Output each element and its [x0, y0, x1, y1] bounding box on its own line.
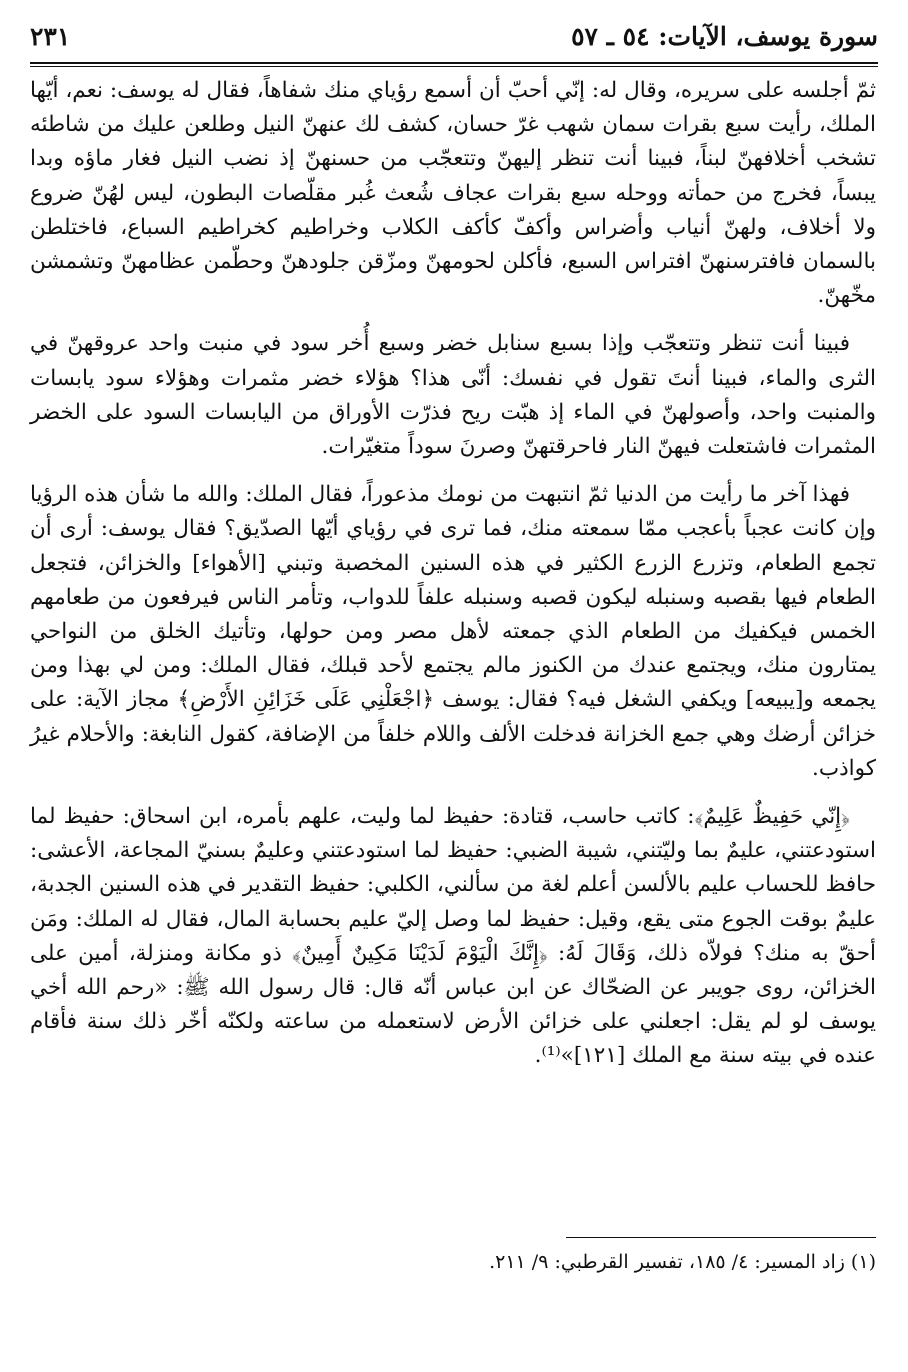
footnote: (١) زاد المسير: ٤/ ١٨٥، تفسير القرطبي: ٩/ ٢١١.	[489, 1251, 876, 1273]
paragraph: فهذا آخر ما رأيت من الدنيا ثمّ انتبهت من نومك مذعوراً، فقال الملك: والله ما شأن هذه الرؤيا وإن كانت عجباً بأعجب ممّا سمعته منك، فما ترى في رؤياي أيّها الصدّيق؟ فقال يوسف: أرى أن تجمع الطعام، وتزرع الزرع الكثير في هذه السنين المخصبة وتبني [الأهواء] والخزائن، فتجعل الطعام فيها بقصبه وسنبله ليكون قصبه وسنبله علفاً للدواب، وتأمر الناس فيرفعون من طعامهم الخمس فيكفيك من الطعام الذي جمعته لأهل مصر ومن حولها، وتأتيك الخلق من النواحي يمتارون منك، ويجتمع عندك من الكنوز مالم يجتمع لأحد قبلك، فقال الملك: ومن لي بهذا ومن يجمعه و[يبيعه] ويكفي الشغل فيه؟ فقال: يوسف ﴿اجْعَلْنِي عَلَى خَزَائِنِ الأَرْضِ﴾ مجاز الآية: على خزائن أرضك وهي جمع الخزانة فدخلت الألف واللام خلفاً من الإضافة، كقول النابغة: والأحلام غيرُ كواذب.	[30, 482, 876, 781]
page-number: ٢٣١	[30, 21, 71, 51]
footnote-rule	[566, 1237, 876, 1238]
paragraph: ثمّ أجلسه على سريره، وقال له: إنّي أحبّ أن أسمع رؤياي منك شفاهاً، فقال له يوسف: نعم، أيّها الملك، رأيت سبع بقرات سمان شهب غرّ حسان، كشف لك عنهنّ النيل وطلعن عليك من شاطئه تشخب أخلافهنّ لبناً، فبينا أنت تنظر إليهنّ وتتعجّب من حسنهنّ إذ نضب النيل فغار ماؤه وبدا يبساً، فخرج من حمأته ووحله سبع بقرات عجاف شُعث غُبر مقلّصات البطون، ليس لهُنّ ضروع ولا أخلاف، ولهنّ أنياب وأضراس وأكفّ كأكف الكلاب وخراطيم كخراطيم السباع، فاختلطن بالسمان فافترسنهنّ افتراس السبع، فأكلن لحومهنّ ومزّقن جلودهنّ وحطّمن عظامهنّ وتشمشن مخّهنّ.	[30, 78, 876, 309]
header-rule	[30, 62, 878, 67]
paragraph: ﴿إِنّي حَفِيظٌ عَلِيمٌ﴾: كاتب حاسب، قتادة: حفيظ لما وليت، علهم بأمره، ابن اسحاق: حفيظ لما استودعتني، عليمٌ بما وليّتني، شيبة الضبي: حفيظ لما استودعتني وعليمٌ بسنيّ المجاعة، الأعشى: حافظ للحساب عليم بالألسن أعلم لغة من سألني، الكلبي: حفيظ التقدير في هذه السنين الجدبة، عليمٌ بوقت الجوع متى يقع، وقيل: حفيظ لما وصل إليّ عليم بحسابة المال، فقال له الملك: ومَن أحقّ به منك؟ فولاّه ذلك، وَقَالَ لَهُ: ﴿إِنَّكَ الْيَوْمَ لَدَيْنَا مَكِينٌ أَمِينٌ﴾ ذو مكانة ومنزلة، أمين على الخزائن، روى جويبر عن الضحّاك عن ابن عباس أنّه قال: قال رسول الله ﷺ: «رحم الله أخي يوسف لو لم يقل: اجعلني على خزائن الأرض لاستعمله من ساعته ولكنّه أخّر ذلك سنة فأقام عنده في بيته سنة مع الملك [١٢١]»⁽¹⁾.	[30, 804, 876, 1069]
paragraph: فبينا أنت تنظر وتتعجّب وإذا بسبع سنابل خضر وسبع أُخر سود في منبت واحد عروقهنّ في الثرى والماء، فبينا أنتَ تقول في نفسك: أنّى هذا؟ هؤلاء خضر مثمرات وهؤلاء سود يابسات والمنبت واحد، وأصولهنّ في الماء إذ هبّت ريح فذرّت الأوراق من اليابسات السود على الخضر المثمرات فاشتعلت فيهنّ النار فاحرقتهنّ وصرنَ سوداً متغيّرات.	[30, 331, 876, 460]
running-title: سورة يوسف، الآيات: ٥٤ ـ ٥٧	[571, 21, 878, 51]
main-text	[30, 74, 876, 1088]
page-header	[30, 14, 878, 58]
